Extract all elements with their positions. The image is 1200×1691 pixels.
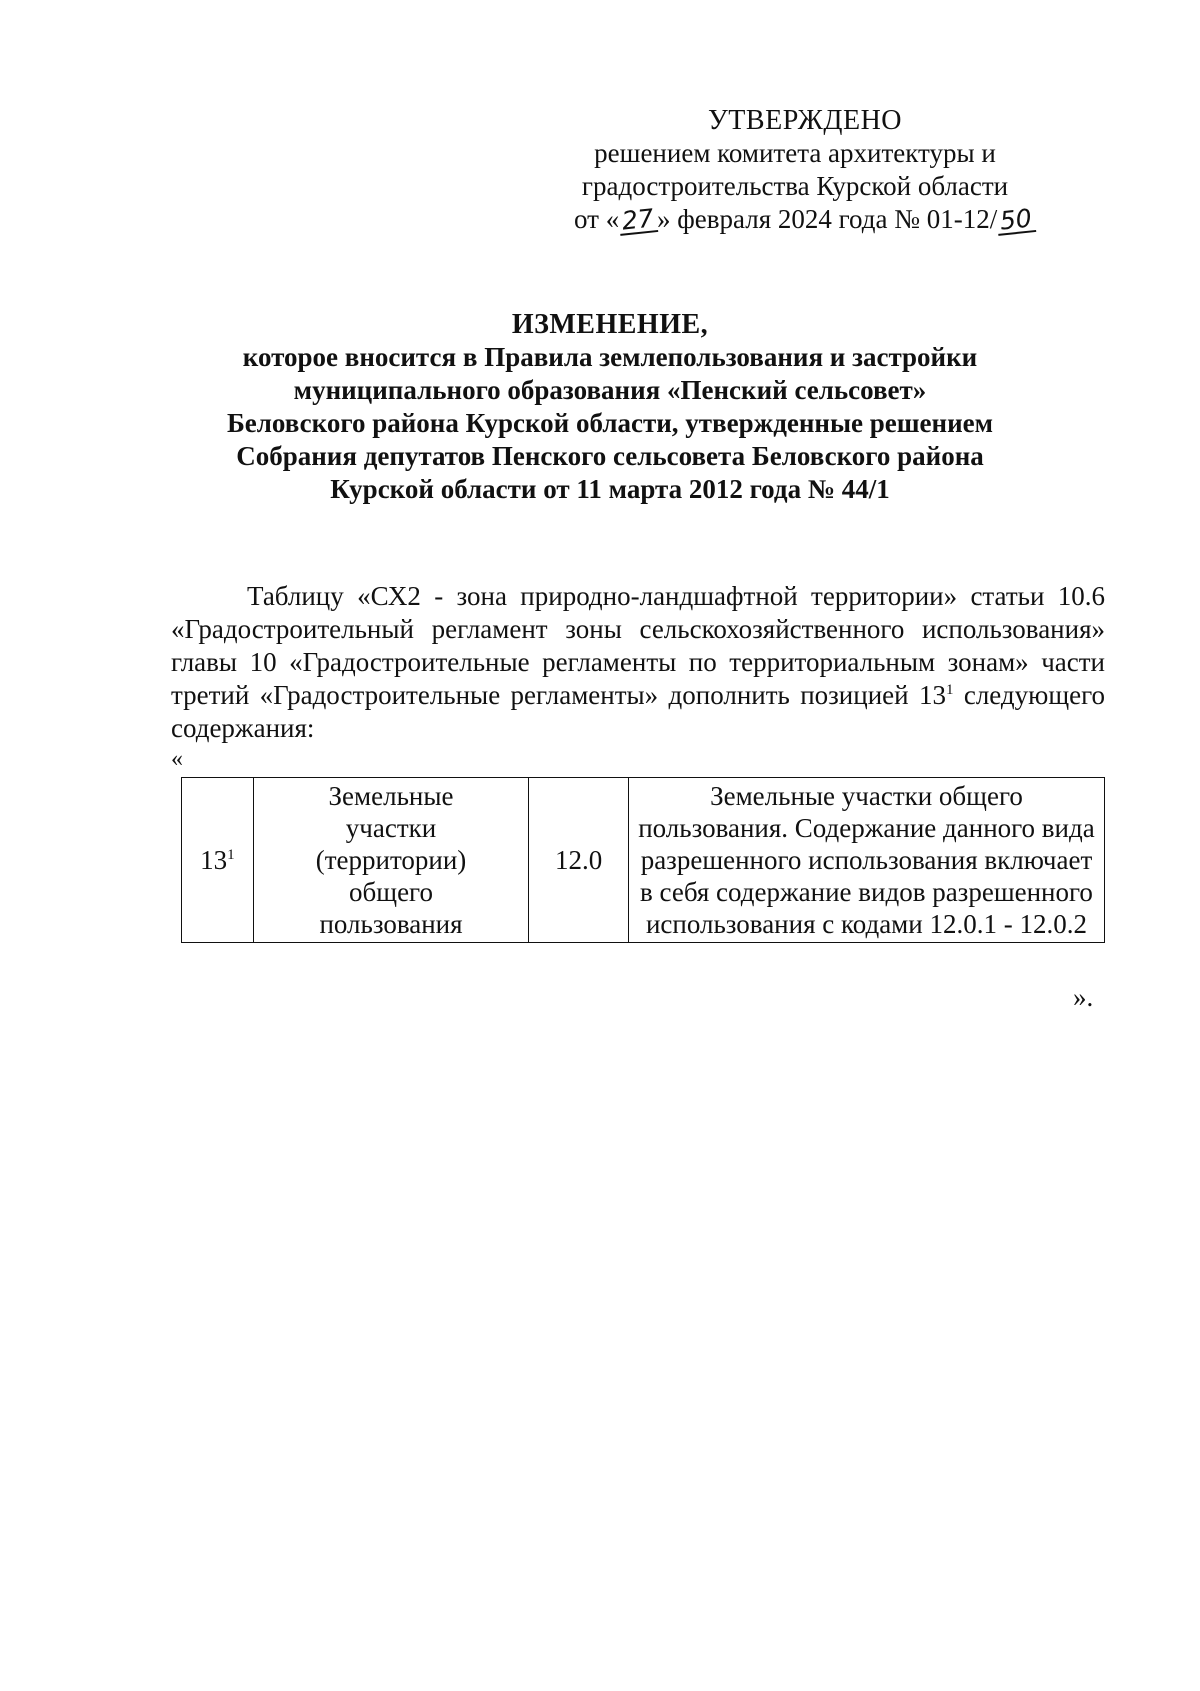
body-text — [171, 580, 1105, 745]
heading-line-5: Курской области от 11 марта 2012 года № 44/1 — [330, 474, 890, 504]
approval-line-1: решением комитета архитектуры и — [594, 138, 996, 168]
handwritten-number: 50 — [996, 206, 1036, 236]
cell-name-text: Земельные участки (территории) общего пользования — [315, 781, 467, 939]
paragraph-superscript: 1 — [945, 682, 954, 698]
approval-block — [560, 104, 1034, 236]
heading-line-2: муниципального образования «Пенский сельсовет» — [293, 375, 927, 405]
amendment-paragraph — [171, 580, 1105, 745]
cell-code: 12.0 — [529, 778, 629, 943]
opening-quote: « — [171, 746, 183, 772]
handwritten-day: 27 — [618, 206, 658, 236]
cell-number-text: 13 — [200, 845, 228, 875]
approval-date-line — [560, 203, 1034, 236]
cell-number-superscript: 1 — [227, 847, 235, 863]
approved-label: УТВЕРЖДЕНО — [707, 105, 903, 136]
heading-line-4: Собрания депутатов Пенского сельсовета Беловского района — [236, 441, 984, 471]
closing-quote: ». — [1073, 982, 1094, 1012]
document-heading — [180, 308, 1040, 506]
document-title: ИЗМЕНЕНИЕ, — [511, 309, 709, 340]
inserted-table — [181, 777, 1105, 943]
cell-description: Земельные участки общего пользования. Содержание данного вида разрешенного использования включает в себя содержание видов разрешенного использования с кодами 12.0.1 - 12.0.2 — [628, 778, 1104, 943]
date-prefix: от « — [574, 204, 620, 234]
cell-number — [182, 778, 254, 943]
heading-line-1: которое вносится в Правила землепользования и застройки — [242, 342, 978, 372]
date-middle: » февраля 2024 года № 01-12/ — [657, 204, 998, 234]
paragraph-tail: следующего содержания: — [171, 680, 1106, 743]
paragraph-text: Таблицу «СХ2 - зона природно-ландшафтной территории» статьи 10.6 «Градостроительный регламент зоны сельскохозяйственного использования» главы 10 «Градостроительные регламенты по территориальным зонам» части третий «Градостроительные регламенты» дополнить позицией 13 — [171, 581, 1105, 710]
table-row — [182, 778, 1105, 943]
cell-name — [253, 778, 528, 943]
heading-line-3: Беловского района Курской области, утвержденные решением — [226, 408, 994, 438]
approval-line-2: градостроительства Курской области — [581, 171, 1009, 201]
